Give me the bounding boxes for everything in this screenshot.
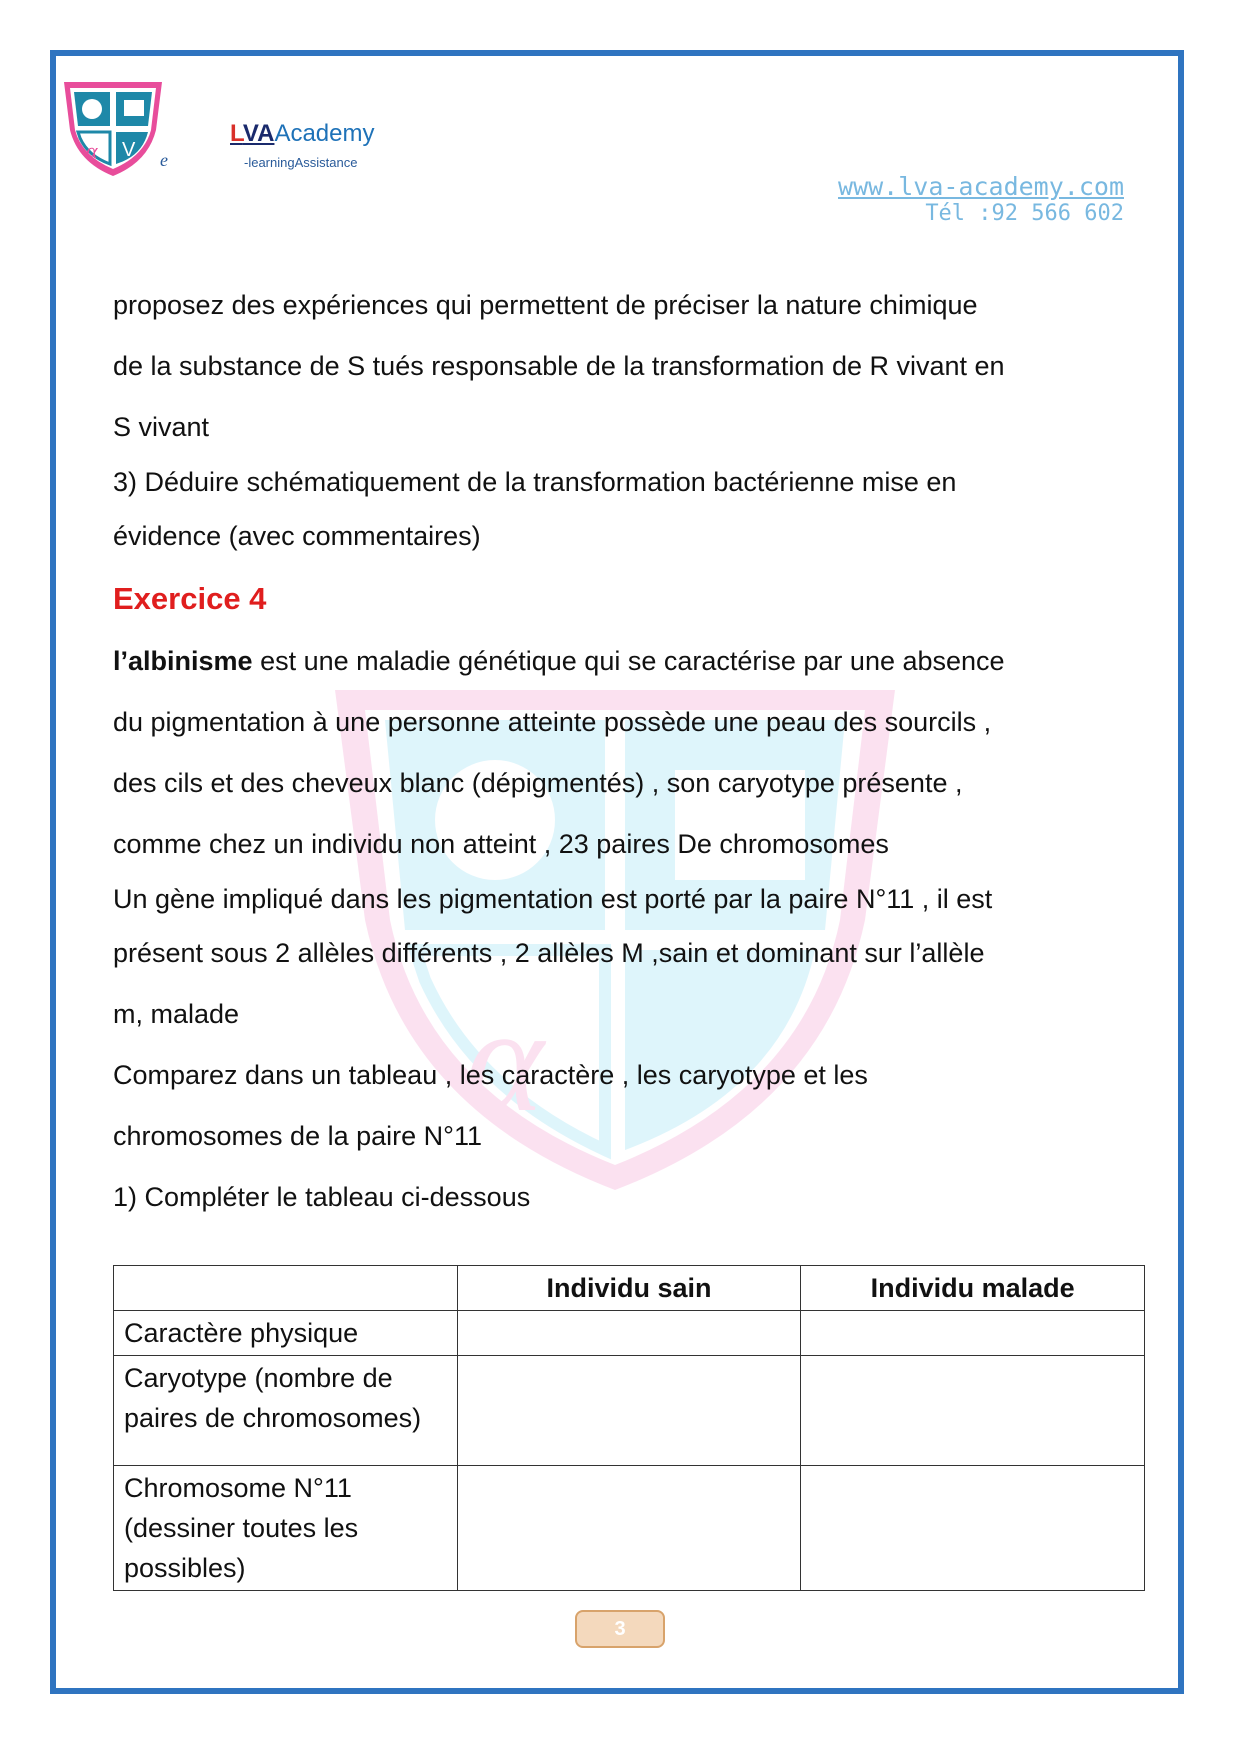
main-line-4: comme chez un individu non atteint , 23 paires De chromosomes bbox=[113, 829, 889, 859]
main-line-10: 1) Compléter le tableau ci-dessous bbox=[113, 1182, 531, 1212]
albinisme-term: l’albinisme bbox=[113, 646, 253, 676]
row-label-chromosome: Chromosome N°11 (dessiner toutes les possibles) bbox=[114, 1466, 458, 1591]
table-row bbox=[114, 1311, 1145, 1356]
table-header-sain: Individu sain bbox=[457, 1266, 801, 1311]
main-line-8: Comparez dans un tableau , les caractère , les caryotype et les bbox=[113, 1060, 868, 1090]
logo-e-mark: e bbox=[160, 150, 168, 170]
page-number-badge: 3 bbox=[575, 1610, 665, 1648]
table-header-malade: Individu malade bbox=[801, 1266, 1145, 1311]
table-row bbox=[114, 1356, 1145, 1466]
lva-academy-logo bbox=[58, 78, 168, 178]
main-line-7: m, malade bbox=[113, 999, 240, 1029]
table-header-row bbox=[114, 1266, 1145, 1311]
main-line-6: présent sous 2 allèles différents , 2 allèles M ,sain et dominant sur l’allèle bbox=[113, 938, 985, 968]
table-row bbox=[114, 1466, 1145, 1591]
intro-line-4: 3) Déduire schématiquement de la transformation bactérienne mise en bbox=[113, 467, 957, 497]
cell-sain-chromosome[interactable] bbox=[457, 1466, 801, 1591]
phone-number: Tél :92 566 602 bbox=[925, 201, 1124, 226]
website-link[interactable]: www.lva-academy.com bbox=[838, 172, 1124, 201]
intro-line-2: de la substance de S tués responsable de la transformation de R vivant en bbox=[113, 351, 1005, 381]
intro-line-1: proposez des expériences qui permettent de préciser la nature chimique bbox=[113, 290, 978, 320]
cell-malade-caryotype[interactable] bbox=[801, 1356, 1145, 1466]
svg-text:α: α bbox=[465, 977, 544, 1143]
main-line-3: des cils et des cheveux blanc (dépigmentés) , son caryotype présente , bbox=[113, 768, 963, 798]
brand-tagline: -learningAssistance bbox=[244, 155, 358, 170]
exercise-content bbox=[113, 275, 1133, 1228]
brand-name bbox=[230, 120, 375, 148]
main-line-first-rest: est une maladie génétique qui se caractérise par une absence bbox=[252, 646, 1005, 676]
cell-sain-caryotype[interactable] bbox=[457, 1356, 801, 1466]
svg-text:α: α bbox=[86, 138, 98, 163]
cell-sain-caractere[interactable] bbox=[457, 1311, 801, 1356]
main-line-2: du pigmentation à une personne atteinte possède une peau des sourcils , bbox=[113, 707, 992, 737]
cell-malade-chromosome[interactable] bbox=[801, 1466, 1145, 1591]
svg-text:V: V bbox=[122, 139, 136, 161]
brand-letter-l: L bbox=[230, 120, 243, 147]
main-line-first bbox=[113, 631, 1133, 692]
exercise-title: Exercice 4 bbox=[113, 581, 267, 616]
row-label-caractere: Caractère physique bbox=[114, 1311, 458, 1356]
main-line-9: chromosomes de la paire N°11 bbox=[113, 1121, 482, 1151]
brand-academy: Academy bbox=[274, 120, 375, 147]
cell-malade-caractere[interactable] bbox=[801, 1311, 1145, 1356]
brand-letters-va: VA bbox=[242, 120, 275, 147]
main-line-5: Un gène impliqué dans les pigmentation est porté par la paire N°11 , il est bbox=[113, 884, 993, 914]
intro-line-3: S vivant bbox=[113, 412, 210, 442]
contact-block bbox=[838, 172, 1124, 226]
row-label-caryotype: Caryotype (nombre de paires de chromosomes) bbox=[114, 1356, 458, 1466]
comparison-table bbox=[113, 1265, 1145, 1591]
intro-line-5: évidence (avec commentaires) bbox=[113, 521, 481, 551]
table-header-empty bbox=[114, 1266, 458, 1311]
